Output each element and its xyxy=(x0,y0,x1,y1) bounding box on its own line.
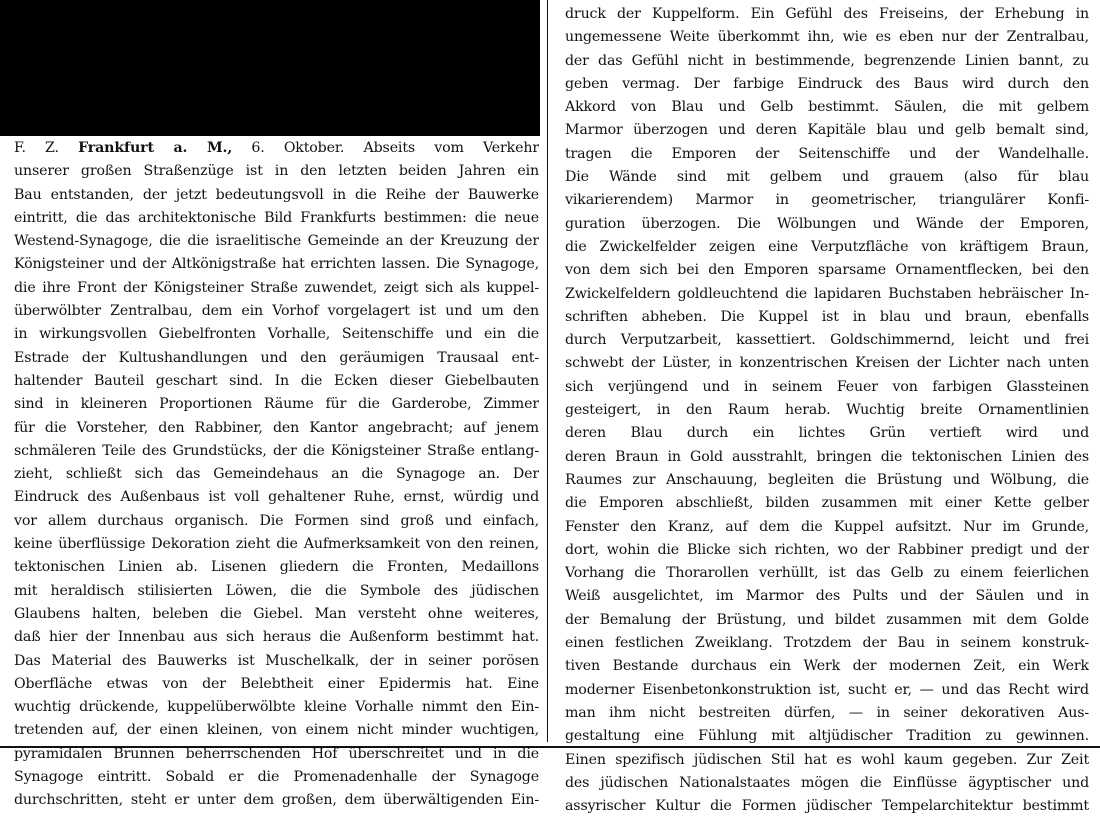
text-line: pyramidalen Brunnen beherrschenden Hof überschreitet und in die xyxy=(14,745,539,762)
text-line: Westend-Synagoge, die die israelitische Gemeinde an der Kreuzung der xyxy=(14,233,539,250)
right-column xyxy=(565,3,1089,818)
dateline-date: 6. Oktober. xyxy=(251,140,345,156)
text-line: die Zwickelfelder zeigen eine Verputzfläche von kräftigem Braun, xyxy=(565,238,1089,255)
text-line: Estrade der Kultushandlungen und den geräumigen Trausaal ent- xyxy=(14,349,539,366)
text-line: Königsteiner und der Altkönigstraße hat errichten lassen. Die Synagoge, xyxy=(14,256,539,273)
text-line: vikarierendem) Marmor in geometrischer, triangulärer Konfi- xyxy=(565,192,1089,209)
text-line: guration überzogen. Die Wölbungen und Wände der Emporen, xyxy=(565,215,1089,232)
text-line: vor allem durchaus organisch. Die Formen sind groß und einfach, xyxy=(14,512,539,529)
text-line: Akkord von Blau und Gelb bestimmt. Säulen, die mit gelbem xyxy=(565,99,1089,116)
text-line: Die Wände sind mit gelbem und grauem (also für blau xyxy=(565,169,1089,186)
text-line: sind in kleineren Proportionen Räume für die Garderobe, Zimmer xyxy=(14,396,539,413)
text-line: schwebt der Lüster, in konzentrischen Kreisen der Lichter nach unten xyxy=(565,355,1089,372)
text-line: des jüdischen Nationalstaates mögen die Einflüsse ägyptischer und xyxy=(565,774,1089,791)
text-line: Bau entstanden, der jetzt bedeutungsvoll in die Reihe der Bauwerke xyxy=(14,186,539,203)
text-line: sich verjüngend und in seinem Feuer von farbigen Glassteinen xyxy=(565,378,1089,395)
text-line: haltender Bauteil geschart sind. In die Ecken dieser Giebelbauten xyxy=(14,372,539,389)
text-line: daß hier der Innenbau aus sich heraus die Außenform bestimmt hat. xyxy=(14,629,539,646)
text-line: Vorhang die Thorarollen verhüllt, ist das Gelb zu einem feierlichen xyxy=(565,565,1089,582)
text-line: druck der Kuppelform. Ein Gefühl des Freiseins, der Erhebung in xyxy=(565,6,1089,22)
column-divider xyxy=(547,0,548,742)
text-line: durchschritten, steht er unter dem großen, dem überwältigenden Ein- xyxy=(14,792,539,809)
text-line: von dem sich bei den Emporen sparsame Ornamentflecken, bei den xyxy=(565,262,1089,279)
text-line: moderner Eisenbetonkonstruktion ist, sucht er, — und das Recht wird xyxy=(565,681,1089,698)
text-line: schmäleren Teile des Grundstücks, der die Königsteiner Straße entlang- xyxy=(14,442,539,459)
text-line: Zwickelfeldern goldleuchtend die lapidaren Buchstaben hebräischer In- xyxy=(565,285,1089,302)
text-line: keine überflüssige Dekoration zieht die Aufmerksamkeit von den reinen, xyxy=(14,536,539,553)
text-line: die Emporen abschließt, bilden zusammen mit einer Kette gelber xyxy=(565,495,1089,512)
text-line: für die Vorsteher, den Rabbiner, den Kantor angebracht; auf jenem xyxy=(14,419,539,436)
text-line: Fenster den Kranz, auf dem die Kuppel aufsitzt. Nur im Grunde, xyxy=(565,518,1089,535)
text-line: zieht, schließt sich das Gemeindehaus an die Synagoge an. Der xyxy=(14,466,539,483)
dateline-place: Frankfurt a. M., xyxy=(78,140,233,156)
text-line: Das Material des Bauwerks ist Muschelkalk, der in seiner porösen xyxy=(14,652,539,669)
redacted-block xyxy=(0,0,540,136)
text-line: Eindruck des Außenbaus ist voll gehaltener Ruhe, ernst, würdig und xyxy=(14,489,539,506)
dateline xyxy=(14,137,539,160)
left-column xyxy=(14,137,539,813)
text-line: eintritt, die das architektonische Bild Frankfurts bestimmen: die neue xyxy=(14,209,539,226)
text-line: tektonischen Linien ab. Lisenen gliedern die Fronten, Medaillons xyxy=(14,559,539,576)
text-line: der das Gefühl nicht in bestimmende, begrenzende Linien bannt, zu xyxy=(565,52,1089,69)
text-line: durch Verputzarbeit, kassettiert. Goldschimmernd, leicht und frei xyxy=(565,332,1089,349)
text-line: gestaltung eine Fühlung mit altjüdischer Tradition zu gewinnen. xyxy=(565,728,1089,745)
text-line: die ihre Front der Königsteiner Straße zuwendet, zeigt sich als kuppel- xyxy=(14,279,539,296)
text-line: Raumes zur Anschauung, begleiten die Brüstung und Wölbung, die xyxy=(565,471,1089,488)
text-line: Oberfläche etwas von der Belebtheit einer Epidermis hat. Eine xyxy=(14,675,539,692)
text-line: einen festlichen Zweiklang. Trotzdem der Bau in seinem konstruk- xyxy=(565,635,1089,652)
text-line: Synagoge eintritt. Sobald er die Promenadenhalle der Synagoge xyxy=(14,769,539,786)
text-line: Glaubens halten, beleben die Giebel. Man versteht ohne weiteres, xyxy=(14,605,539,622)
text-line: der Bemalung der Brüstung, und bildet zusammen mit dem Golde xyxy=(565,611,1089,628)
text-line: assyrischer Kultur die Formen jüdischer Tempelarchitektur bestimmt xyxy=(565,798,1089,815)
text-line: gesteigert, in den Raum herab. Wuchtig breite Ornamentlinien xyxy=(565,402,1089,419)
text-line: Marmor überzogen und deren Kapitäle blau und gelb bemalt sind, xyxy=(565,122,1089,139)
text-line: in wirkungsvollen Giebelfronten Vorhalle, Seitenschiffe und ein die xyxy=(14,326,539,343)
text-line: unserer großen Straßenzüge ist in den letzten beiden Jahren ein xyxy=(14,163,539,180)
text-line: tiven Bestande durchaus ein Werk der modernen Zeit, ein Werk xyxy=(565,658,1089,675)
text-line: deren Blau durch ein lichtes Grün vertieft wird und xyxy=(565,425,1089,442)
text-line: ungemessene Weite überkommt ihn, wie es eben nur der Zentralbau, xyxy=(565,29,1089,46)
text-line: mit heraldisch stilisierten Löwen, die die Symbole des jüdischen xyxy=(14,582,539,599)
text-line: man ihm nicht bestreiten dürfen, — in seiner dekorativen Aus- xyxy=(565,704,1089,721)
text-line: tragen die Emporen der Seitenschiffe und der Wandelhalle. xyxy=(565,145,1089,162)
text-line: schriften abheben. Die Kuppel ist in blau und braun, ebenfalls xyxy=(565,308,1089,325)
dateline-text: Abseits vom Verkehr xyxy=(363,140,539,156)
dateline-prefix: F. Z. xyxy=(14,140,59,156)
text-line: dort, wohin die Blicke sich richten, wo der Rabbiner predigt und der xyxy=(565,541,1089,558)
text-line: Einen spezifisch jüdischen Stil hat es wohl kaum gegeben. Zur Zeit xyxy=(565,751,1089,768)
text-line: tretenden auf, der einen kleinen, von einem nicht minder wuchtigen, xyxy=(14,722,539,739)
text-line: geben vermag. Der farbige Eindruck des Baus wird durch den xyxy=(565,75,1089,92)
text-line: deren Braun in Gold ausstrahlt, bringen die tektonischen Linien des xyxy=(565,448,1089,465)
text-line: wuchtig drückende, kuppelüberwölbte kleine Vorhalle nimmt den Ein- xyxy=(14,699,539,716)
text-line: überwölbter Zentralbau, dem ein Vorhof vorgelagert ist und um den xyxy=(14,303,539,320)
text-line: Weiß ausgelichtet, im Marmor des Pults und der Säulen und in xyxy=(565,588,1089,605)
